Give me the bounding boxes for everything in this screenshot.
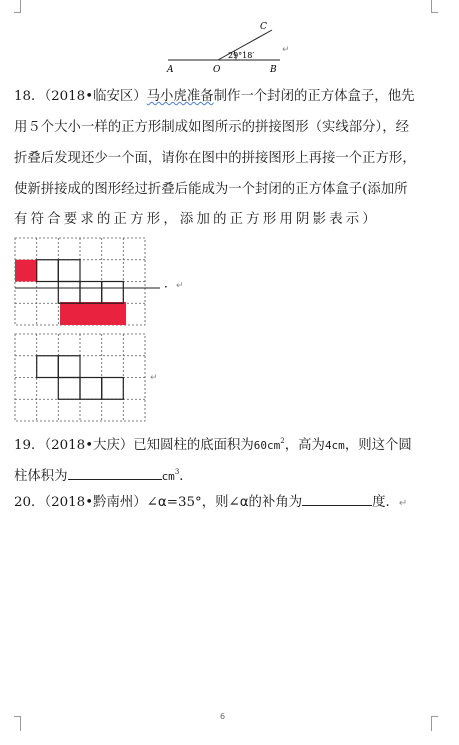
crop-mark-top-left <box>14 0 21 13</box>
label-b: B <box>270 65 277 75</box>
crop-mark-bottom-right <box>431 716 438 731</box>
q20-line-1 <box>14 488 434 519</box>
q19-text-b: ，高为 <box>284 438 325 453</box>
q18-line-3: 折叠后发现还少一个面，请你在图中的拼接图形上再接一个正方形， <box>14 151 416 166</box>
q18-source: （2018•临安区） <box>44 89 147 104</box>
q18-line-2: 用５个大小一样的正方形制成如图所示的拼接图形（实线部分），经 <box>14 120 410 135</box>
q20-value: =35° <box>166 495 202 510</box>
q19-height-value: 4cm <box>324 439 345 452</box>
crop-mark-top-right <box>431 0 438 13</box>
answer-grid <box>14 236 194 328</box>
q18-line-5: 有符合要求的正方形，添加的正方形用阴影表示） <box>14 212 379 227</box>
q19-text-c: ，则这个圆 <box>344 438 412 453</box>
q20-alpha-2: α <box>239 495 249 510</box>
return-mark: ↵ <box>150 373 158 383</box>
shaded-square <box>60 302 126 325</box>
q19-area-value: 60cm <box>253 439 281 452</box>
label-c: C <box>260 22 267 32</box>
crop-mark-bottom-left <box>14 716 21 731</box>
q18-line1-rest: 制作一个封闭的正方体盒子，他先 <box>213 89 415 104</box>
q20-angle-symbol: ∠ <box>146 495 158 510</box>
label-a: A <box>167 65 174 75</box>
q18-line-4: 使新拼接成的图形经过折叠后能成为一个封闭的正方体盒子(添加所 <box>14 182 408 197</box>
q20-answer-blank[interactable] <box>302 494 372 506</box>
q19-number: 19． <box>14 438 45 453</box>
page-number: 6 <box>220 712 226 721</box>
q19-unit: cm <box>161 470 175 483</box>
original-net-grid <box>14 332 194 424</box>
period-mark: ． <box>164 276 177 290</box>
q19-source: （2018•大庆） <box>44 438 134 453</box>
shaded-square <box>15 260 37 282</box>
q20-unit: 度． <box>372 495 399 510</box>
net-shape <box>37 260 124 304</box>
angle-figure <box>150 14 300 80</box>
return-mark: ↵ <box>398 498 408 509</box>
q19-area-exponent: 2 <box>280 437 285 445</box>
angle-label: 29°18′ <box>228 51 255 60</box>
return-mark: ↵ <box>176 281 184 291</box>
q18-name-part: 马小虎准备 <box>146 89 214 104</box>
q20-number: 20． <box>14 495 45 510</box>
label-o: O <box>213 65 221 75</box>
q19-line2-text: 柱体积为 <box>14 469 68 484</box>
q20-source: （2018•黔南州） <box>44 495 147 510</box>
return-mark: ↵ <box>282 45 290 55</box>
q19-line-1 <box>14 426 434 461</box>
q19-text-a: 已知圆柱的底面积为 <box>133 438 254 453</box>
q20-mid: ，则∠ <box>201 495 240 510</box>
q18-number: 18． <box>14 89 45 104</box>
q19-answer-blank[interactable] <box>68 468 162 480</box>
q20-mid2: 的补角为 <box>248 495 303 510</box>
q19-unit-exponent: 3 <box>174 468 180 476</box>
q18-line-1 <box>14 82 434 112</box>
q19-end: ． <box>179 469 193 484</box>
q19-line-2 <box>14 457 434 492</box>
net-shape <box>37 356 124 400</box>
q20-alpha: α <box>157 495 167 510</box>
